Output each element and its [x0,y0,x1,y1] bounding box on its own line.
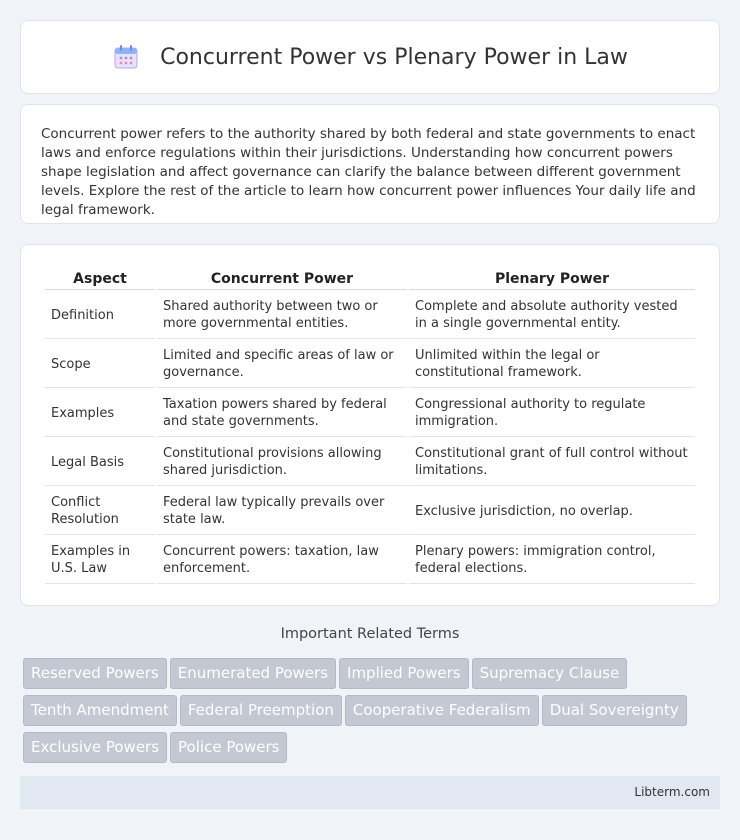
column-header-aspect: Aspect [45,267,155,290]
table-cell: Constitutional provisions allowing shared jurisdiction. [157,439,407,486]
table-cell: Examples in U.S. Law [45,537,155,584]
calendar-icon [112,43,140,71]
table-cell: Congressional authority to regulate immigration. [409,390,695,437]
comparison-table [43,265,697,586]
table-cell: Exclusive jurisdiction, no overlap. [409,488,695,535]
page-title: Concurrent Power vs Plenary Power in Law [160,44,628,70]
related-term-tag[interactable]: Police Powers [170,732,287,763]
table-cell: Plenary powers: immigration control, federal elections. [409,537,695,584]
comparison-table-card [20,244,720,606]
table-cell: Examples [45,390,155,437]
table-header-row [45,267,695,290]
related-term-tag[interactable]: Reserved Powers [23,658,167,689]
related-term-tag[interactable]: Implied Powers [339,658,469,689]
footer-site-link[interactable]: Libterm.com [634,785,710,799]
table-row [45,341,695,388]
related-term-tag[interactable]: Dual Sovereignty [542,695,687,726]
table-row [45,537,695,584]
table-cell: Concurrent powers: taxation, law enforcement. [157,537,407,584]
related-term-tag[interactable]: Cooperative Federalism [345,695,539,726]
table-row [45,292,695,339]
intro-card [20,104,720,224]
related-term-tag[interactable]: Tenth Amendment [23,695,177,726]
table-cell: Federal law typically prevails over state law. [157,488,407,535]
intro-paragraph: Concurrent power refers to the authority shared by both federal and state governments to enact laws and enforce regulations within their jurisdictions. Understanding how concurrent powers shape legislation and affect governance can clarify the balance between different government levels. Explore the rest of the article to learn how concurrent power influences Your daily life and legal framework. [41,126,696,218]
related-term-tag[interactable]: Exclusive Powers [23,732,167,763]
table-cell: Taxation powers shared by federal and state governments. [157,390,407,437]
table-cell: Legal Basis [45,439,155,486]
related-terms-list [23,658,713,769]
header-card [20,20,720,94]
table-row [45,488,695,535]
footer [20,776,720,809]
column-header-plenary: Plenary Power [409,267,695,290]
table-row [45,439,695,486]
related-term-tag[interactable]: Federal Preemption [180,695,342,726]
table-cell: Constitutional grant of full control without limitations. [409,439,695,486]
table-row [45,390,695,437]
related-term-tag[interactable]: Enumerated Powers [170,658,336,689]
table-cell: Unlimited within the legal or constitutional framework. [409,341,695,388]
table-cell: Shared authority between two or more governmental entities. [157,292,407,339]
table-cell: Definition [45,292,155,339]
table-cell: Limited and specific areas of law or governance. [157,341,407,388]
related-term-tag[interactable]: Supremacy Clause [472,658,628,689]
table-cell: Scope [45,341,155,388]
column-header-concurrent: Concurrent Power [157,267,407,290]
table-cell: Complete and absolute authority vested in a single governmental entity. [409,292,695,339]
table-cell: Conflict Resolution [45,488,155,535]
related-terms-heading: Important Related Terms [280,626,460,642]
